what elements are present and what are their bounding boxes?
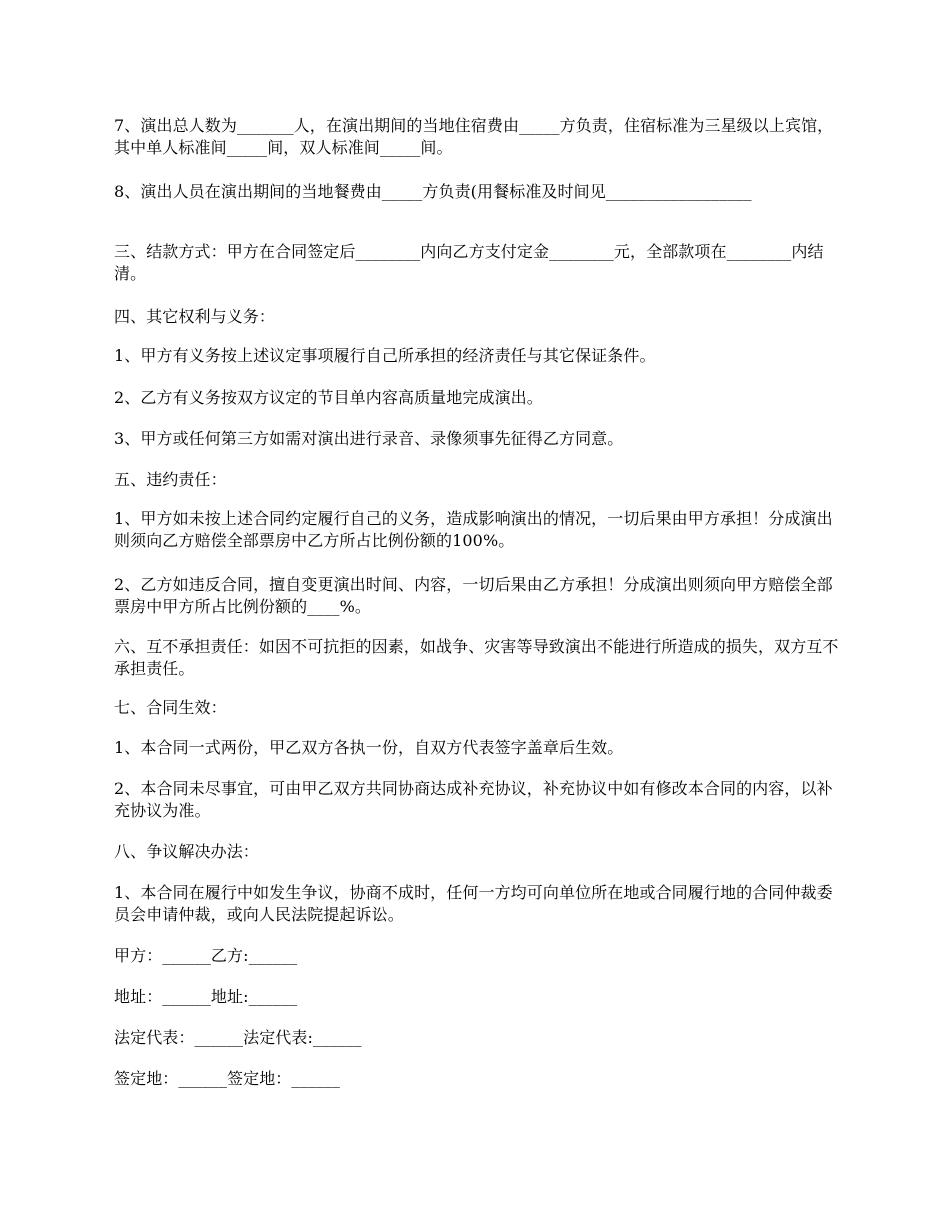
section-5-heading: 五、违约责任： xyxy=(114,470,227,489)
section-5-item-2: 2、乙方如违反合同，擅自变更演出时间、内容，一切后果由乙方承担！分成演出则须向甲方赔偿全部票房中甲方所占比例份额的____%。 xyxy=(114,575,833,616)
signature-place-line: 签定地：______签定地：______ xyxy=(114,1069,341,1088)
section-3-payment: 三、结款方式：甲方在合同签定后________内向乙方支付定金________元，全部款项在________内结清。 xyxy=(114,242,824,283)
signature-address-line: 地址：______地址:______ xyxy=(114,987,298,1006)
section-5-item-1: 1、甲方如未按上述合同约定履行自己的义务，造成影响演出的情况，一切后果由甲方承担！分成演出则须向乙方赔偿全部票房中乙方所占比例份额的100%。 xyxy=(114,509,833,550)
section-7-heading: 七、合同生效： xyxy=(114,698,227,717)
section-4-item-1: 1、甲方有义务按上述议定事项履行自己所承担的经济责任与其它保证条件。 xyxy=(114,346,656,365)
signature-party-line: 甲方：______乙方:______ xyxy=(114,946,298,965)
signature-representative-line: 法定代表：______法定代表:______ xyxy=(114,1028,362,1047)
section-4-heading: 四、其它权利与义务： xyxy=(114,307,276,326)
clause-8-meals: 8、演出人员在演出期间的当地餐费由_____方负责(用餐标准及时间见__________________ xyxy=(114,182,752,201)
section-7-item-2: 2、本合同未尽事宜，可由甲乙双方共同协商达成补充协议，补充协议中如有修改本合同的内容，以补充协议为准。 xyxy=(114,779,833,820)
clause-7-performers-lodging: 7、演出总人数为_______人，在演出期间的当地住宿费由_____方负责，住宿标准为三星级以上宾馆，其中单人标准间_____间，双人标准间_____间。 xyxy=(114,116,834,157)
section-4-item-2: 2、乙方有义务按双方议定的节目单内容高质量地完成演出。 xyxy=(114,388,543,407)
section-4-item-3: 3、甲方或任何第三方如需对演出进行录音、录像须事先征得乙方同意。 xyxy=(114,429,624,448)
section-6-force-majeure: 六、互不承担责任：如因不可抗拒的因素，如战争、灾害等导致演出不能进行所造成的损失，双方互不承担责任。 xyxy=(114,637,839,678)
section-8-heading: 八、争议解决办法： xyxy=(114,842,259,861)
section-8-item-1: 1、本合同在履行中如发生争议，协商不成时，任何一方均可向单位所在地或合同履行地的合同仲裁委员会申请仲裁，或向人民法院提起诉讼。 xyxy=(114,883,833,924)
section-7-item-1: 1、本合同一式两份，甲乙双方各执一份，自双方代表签字盖章后生效。 xyxy=(114,738,624,757)
